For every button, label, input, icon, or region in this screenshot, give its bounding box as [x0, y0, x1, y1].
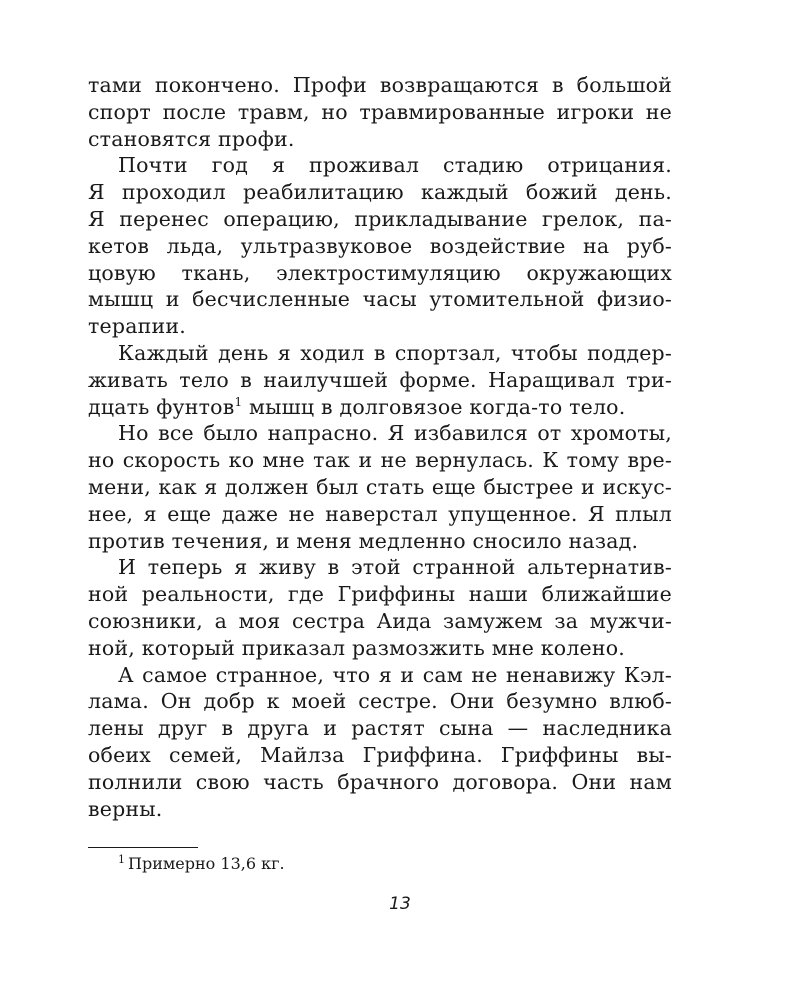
text-line: Но все было напрасно. Я избавился от хромоты, — [118, 421, 672, 446]
text-line: становятся профи. — [88, 126, 295, 151]
text-fragment: мышц в долговязое когда-то тело. — [249, 394, 626, 419]
text-line: против течения, и меня медленно сносило назад. — [88, 528, 639, 553]
text-line: тами покончено. Профи возвращаются в большой — [88, 73, 672, 97]
text-line: полнили свою часть брачного договора. Они нам — [88, 769, 672, 794]
text-line: ной реальности, где Гриффины наши ближайшие — [88, 582, 672, 607]
footnote-divider — [88, 847, 198, 848]
text-fragment: дцать фунтов — [88, 394, 235, 419]
text-line: кетов льда, ультразвуковое воздействие на руб- — [88, 233, 672, 258]
page-body — [88, 72, 672, 822]
text-line: И теперь я живу в этой странной альтернатив- — [118, 555, 672, 580]
footnote-mark: 1 — [118, 852, 125, 866]
text-line: А самое странное, что я и сам не ненавижу Кэл- — [118, 662, 672, 687]
text-line: терапии. — [88, 314, 186, 339]
text-line: союзники, а моя сестра Аида замужем за мужчи- — [88, 608, 672, 633]
text-line: мени, как я должен был стать еще быстрее и искус- — [88, 474, 672, 499]
text-line: лены друг в друга и растят сына — наследника — [88, 716, 672, 741]
text-line: спорт после травм, но травмированные игроки не — [88, 99, 672, 124]
text-line: Я перенес операцию, прикладывание грелок, па- — [88, 206, 672, 231]
text-line: цовую ткань, электростимуляцию окружающих — [88, 260, 672, 285]
text-line: ной, который приказал размозжить мне колено. — [88, 635, 626, 660]
text-line: Почти год я проживал стадию отрицания. — [118, 153, 672, 178]
text-line: Каждый день я ходил в спортзал, чтобы поддер- — [118, 340, 672, 365]
text-line: но скорость ко мне так и не вернулась. К тому вре- — [88, 448, 672, 473]
text-line: мышц и бесчисленные часы утомительной физио- — [88, 287, 672, 312]
text-line: живать тело в наилучшей форме. Наращивал три- — [88, 367, 672, 392]
text-line: лама. Он добр к моей сестре. Они безумно влюб- — [88, 689, 672, 714]
text-line: Я проходил реабилитацию каждый божий день. — [88, 180, 672, 205]
text-line: обеих семей, Майлза Гриффина. Гриффины вы- — [88, 742, 672, 767]
page-number: 13 — [389, 894, 411, 914]
text-line-with-footnote — [88, 394, 672, 421]
footnote-reference: 1 — [234, 394, 243, 409]
footnote-text: Примерно 13,6 кг. — [128, 854, 285, 873]
text-line: верны. — [88, 796, 163, 821]
footnote — [118, 853, 285, 875]
text-line: нее, я еще даже не наверстал упущенное. Я плыл — [88, 501, 672, 526]
